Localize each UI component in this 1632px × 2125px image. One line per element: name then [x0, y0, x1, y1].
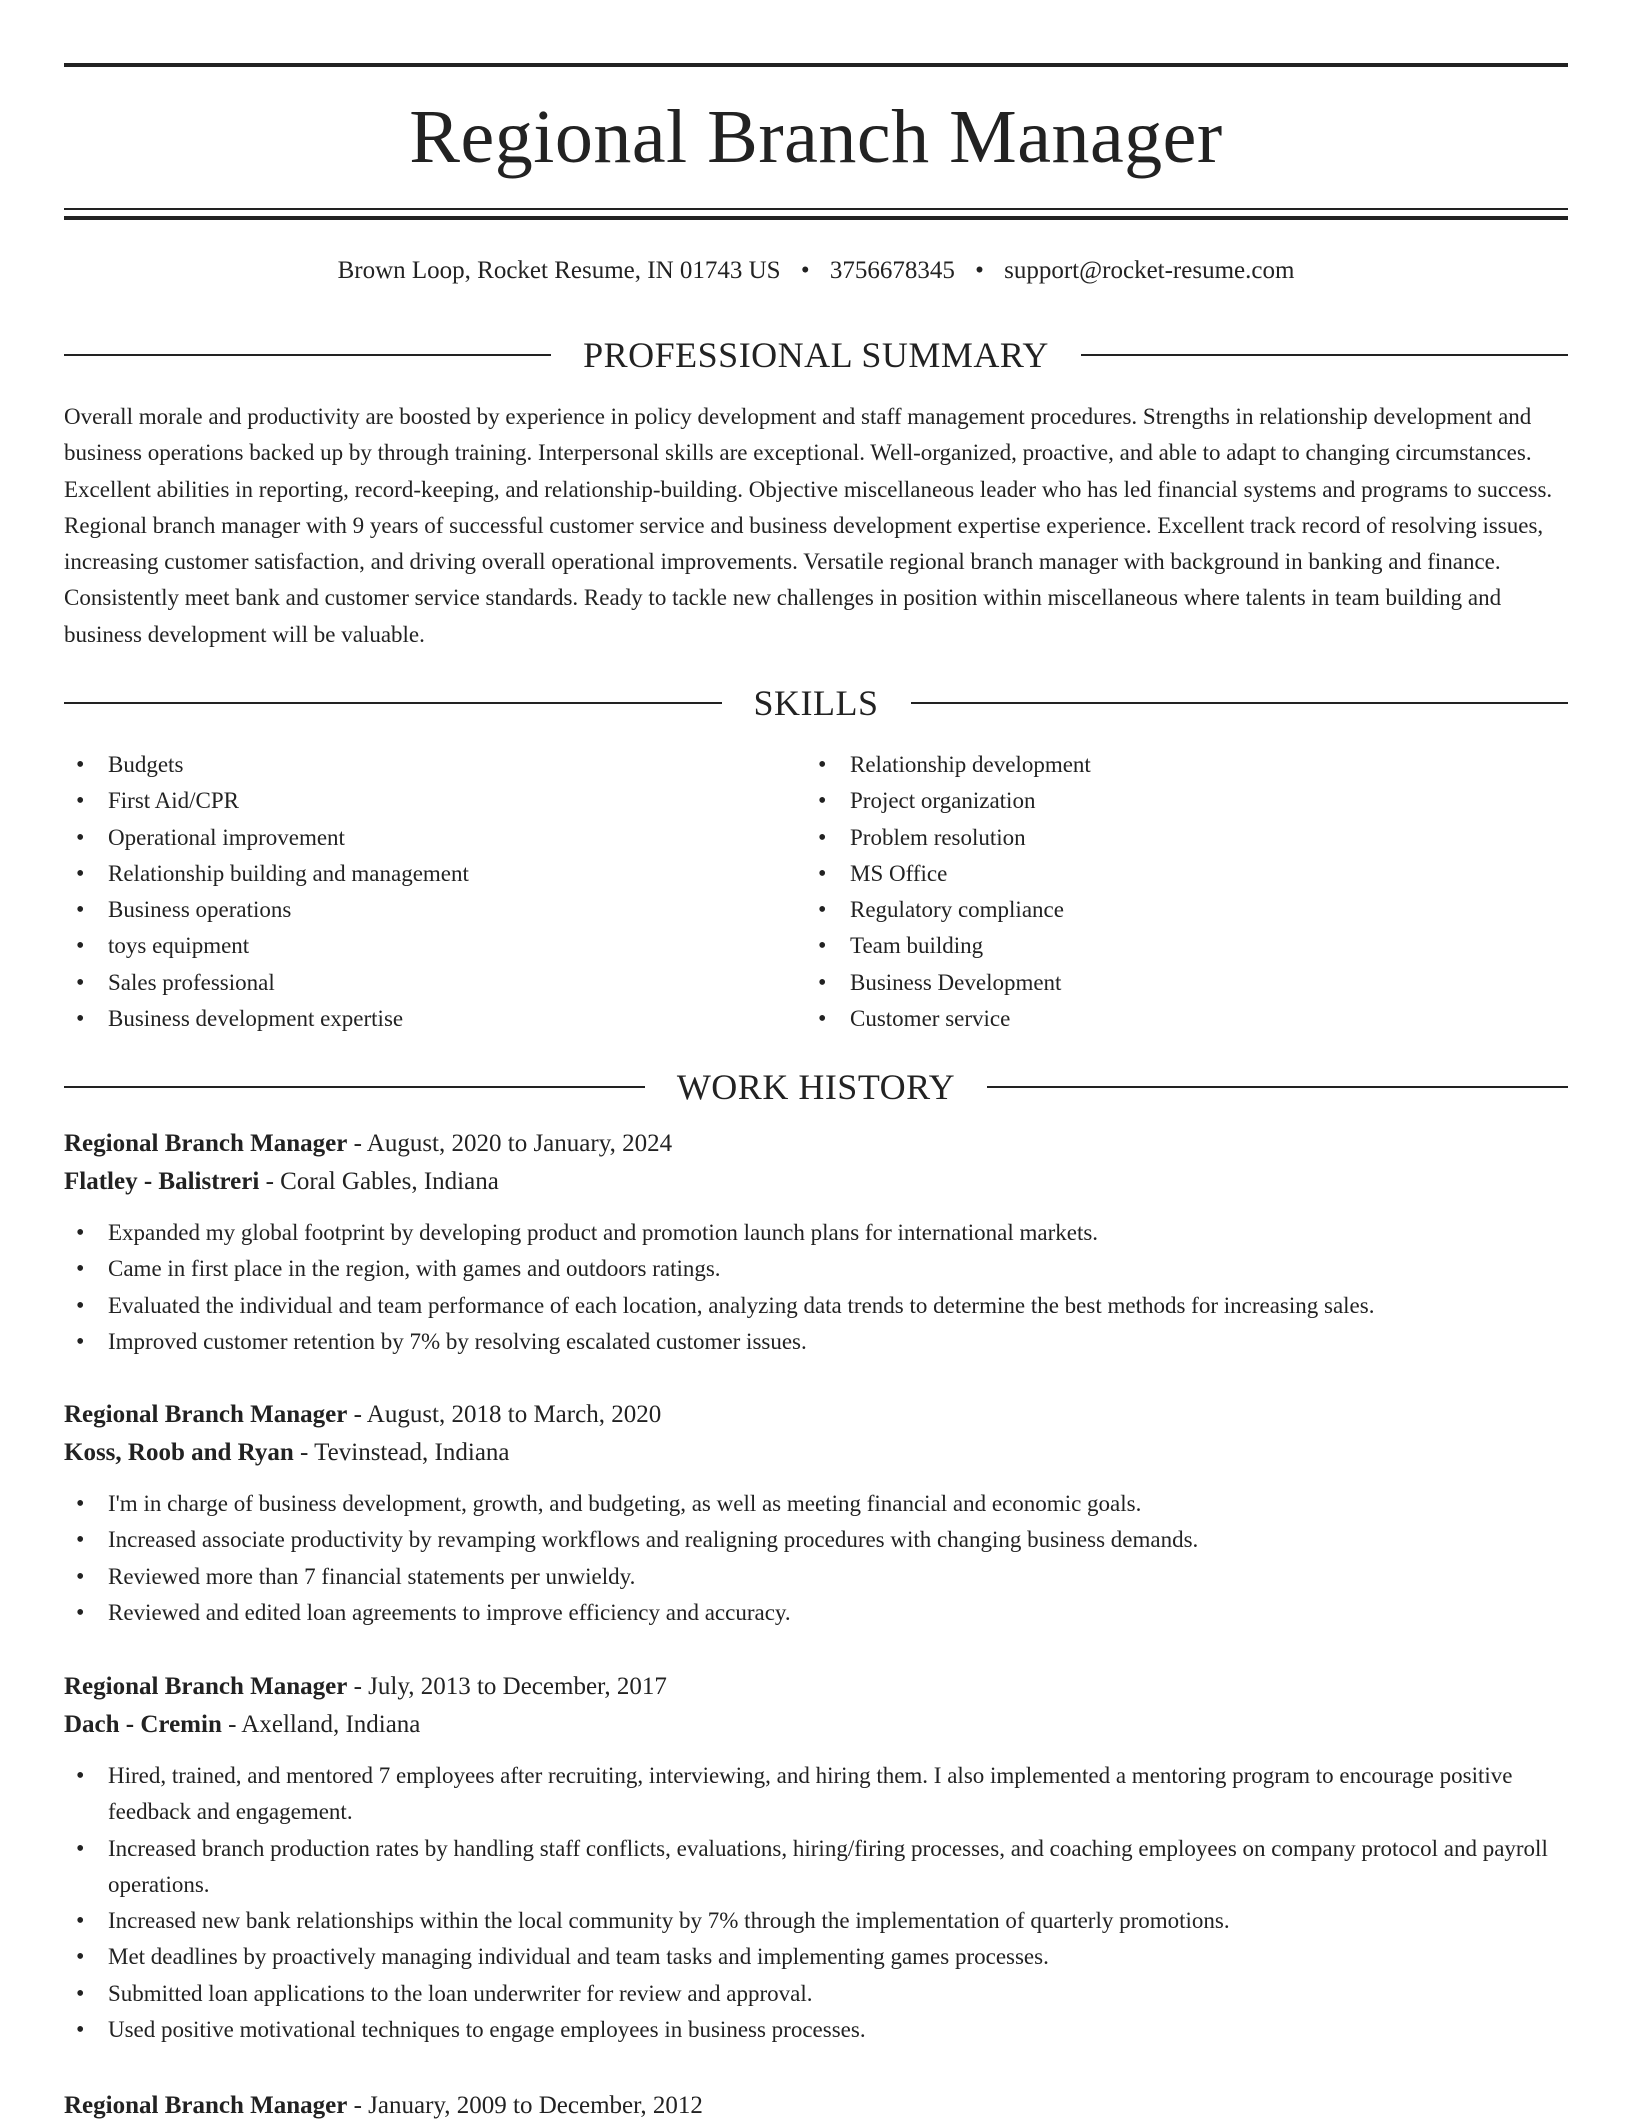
job-company-line — [64, 1706, 1568, 1744]
job-title-line — [64, 1668, 1568, 1706]
title-rule-thick — [64, 216, 1568, 220]
job-company: Koss, Roob and Ryan — [64, 1439, 294, 1466]
title-rule-thin — [64, 208, 1568, 210]
heading-rule — [987, 1086, 1568, 1088]
job-bullet: • Expanded my global footprint by developing product and promotion launch plans for international markets. — [64, 1215, 1568, 1251]
professional-summary: Overall morale and productivity are boosted by experience in policy development and staff management procedures. Strengths in relationship development and business operations backed up by through training. Interpersonal skills are exceptional. Well-organized, proactive, and able to adapt to changing circumstances. Excellent abilities in reporting, record-keeping, and relationship-building. Objective miscellaneous leader who has led financial systems and programs to success. Regional branch manager with 9 years of successful customer service and business development expertise experience. Excellent track record of resolving issues, increasing customer satisfaction, and driving overall operational improvements. Versatile regional branch manager with background in banking and finance. Consistently meet bank and customer service standards. Ready to tackle new challenges in position within miscellaneous where talents in team building and business development will be valuable. — [64, 404, 1553, 647]
job-bullets — [64, 1486, 1568, 1631]
heading-rule — [911, 702, 1569, 704]
skills-column-right — [806, 747, 1548, 1037]
job-dates: - July, 2013 to December, 2017 — [347, 1673, 667, 1700]
job-bullet: • I'm in charge of business development, growth, and budgeting, as well as meeting financial and economic goals. — [64, 1486, 1568, 1522]
skill-item: • Problem resolution — [806, 820, 1548, 856]
heading-rule — [64, 702, 722, 704]
job-location: - Axelland, Indiana — [221, 1711, 421, 1738]
skill-item: • Customer service — [806, 1001, 1548, 1037]
skills-heading — [64, 683, 1568, 723]
skill-item: • First Aid/CPR — [64, 783, 806, 819]
skill-item: • MS Office — [806, 856, 1548, 892]
skill-item: • Relationship development — [806, 747, 1548, 783]
job-bullet: • Came in first place in the region, with games and outdoors ratings. — [64, 1251, 1568, 1287]
top-rule — [64, 63, 1568, 67]
skills-list — [64, 747, 1568, 1037]
job-bullet: • Reviewed more than 7 financial statements per unwieldy. — [64, 1559, 1568, 1595]
job-bullet: • Used positive motivational techniques to engage employees in business processes. — [64, 2012, 1568, 2048]
contact-address: Brown Loop, Rocket Resume, IN 01743 US — [337, 257, 781, 284]
job-title: Regional Branch Manager — [64, 2092, 348, 2119]
job-bullet: • Submitted loan applications to the loan underwriter for review and approval. — [64, 1976, 1568, 2012]
job-company-line — [64, 1163, 1568, 1201]
contact-line — [64, 255, 1568, 287]
job-entry — [64, 1396, 1568, 1631]
contact-separator: • — [800, 257, 810, 284]
skills-column-left — [64, 747, 806, 1037]
job-title: Regional Branch Manager — [64, 1130, 348, 1157]
contact-phone: 3756678345 — [829, 257, 955, 284]
heading-rule — [64, 1086, 645, 1088]
job-title-line — [64, 1396, 1568, 1434]
skill-item: • Relationship building and management — [64, 856, 806, 892]
job-location: - Coral Gables, Indiana — [259, 1168, 499, 1195]
job-title: Regional Branch Manager — [64, 1401, 348, 1428]
job-company: Dach - Cremin — [64, 1711, 222, 1738]
resume-title: Regional Branch Manager — [409, 95, 1223, 179]
skill-item: • Regulatory compliance — [806, 892, 1548, 928]
skill-item: • Sales professional — [64, 965, 806, 1001]
job-bullet: • Increased branch production rates by handling staff conflicts, evaluations, hiring/firing processes, and coaching employees on company protocol and payroll operations. — [64, 1831, 1568, 1904]
work-heading — [64, 1067, 1568, 1107]
contact-separator: • — [975, 257, 984, 284]
skill-item: • Business development expertise — [64, 1001, 806, 1037]
summary-heading-text: PROFESSIONAL SUMMARY — [583, 335, 1049, 375]
job-bullet: • Increased new bank relationships within the local community by 7% through the implementation of quarterly promotions. — [64, 1903, 1568, 1939]
job-dates: - August, 2020 to January, 2024 — [347, 1130, 673, 1157]
job-entry — [64, 1125, 1568, 1360]
job-bullet: • Increased associate productivity by revamping workflows and realigning procedures with changing business demands. — [64, 1522, 1568, 1558]
skill-item: • toys equipment — [64, 928, 806, 964]
job-bullet: • Hired, trained, and mentored 7 employees after recruiting, interviewing, and hiring them. I also implemented a mentoring program to encourage positive feedback and engagement. — [64, 1758, 1568, 1831]
job-company-line — [64, 1434, 1568, 1472]
job-location: - Tevinstead, Indiana — [293, 1439, 510, 1466]
job-title-line — [64, 2087, 1568, 2125]
contact-email: support@rocket-resume.com — [1004, 257, 1295, 284]
job-dates: - January, 2009 to December, 2012 — [347, 2092, 703, 2119]
skill-item: • Business Development — [806, 965, 1548, 1001]
summary-heading — [64, 335, 1568, 375]
job-bullets — [64, 1758, 1568, 2048]
skill-item: • Operational improvement — [64, 820, 806, 856]
job-bullet: • Reviewed and edited loan agreements to improve efficiency and accuracy. — [64, 1595, 1568, 1631]
heading-rule — [64, 354, 551, 356]
skill-item: • Budgets — [64, 747, 806, 783]
job-title: Regional Branch Manager — [64, 1673, 348, 1700]
heading-rule — [1081, 354, 1568, 356]
job-company: Flatley - Balistreri — [64, 1168, 260, 1195]
skill-item: • Team building — [806, 928, 1548, 964]
job-entry — [64, 1668, 1568, 2048]
job-bullet: • Evaluated the individual and team performance of each location, analyzing data trends to determine the best methods for increasing sales. — [64, 1288, 1568, 1324]
job-entry — [64, 2087, 1568, 2125]
job-bullet: • Improved customer retention by 7% by resolving escalated customer issues. — [64, 1324, 1568, 1360]
job-title-line — [64, 1125, 1568, 1163]
skill-item: • Business operations — [64, 892, 806, 928]
job-dates: - August, 2018 to March, 2020 — [347, 1401, 662, 1428]
work-heading-text: WORK HISTORY — [676, 1067, 956, 1107]
skill-item: • Project organization — [806, 783, 1548, 819]
job-bullet: • Met deadlines by proactively managing individual and team tasks and implementing games processes. — [64, 1939, 1568, 1975]
job-bullets — [64, 1215, 1568, 1360]
skills-heading-text: SKILLS — [753, 683, 879, 723]
